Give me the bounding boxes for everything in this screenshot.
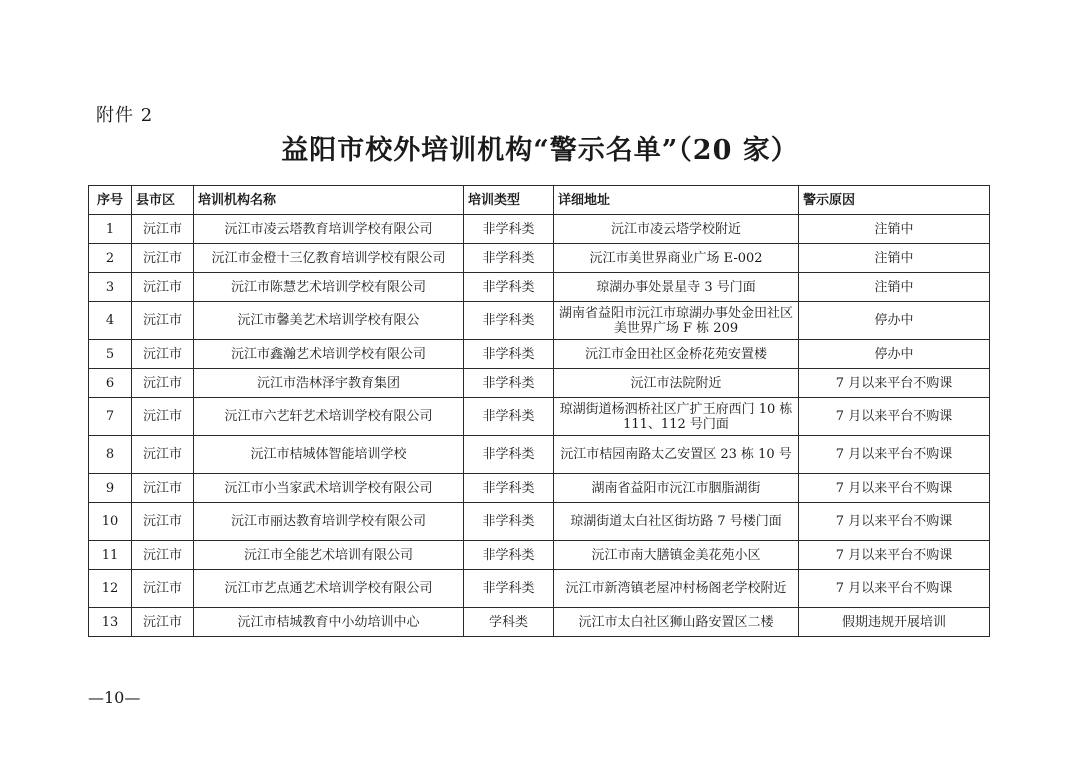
cell-reason: 7 月以来平台不购课 (799, 503, 990, 541)
cell-no: 6 (89, 369, 132, 398)
cell-county: 沅江市 (132, 302, 194, 340)
cell-name: 沅江市桔城体智能培训学校 (194, 436, 464, 474)
cell-name: 沅江市鑫瀚艺术培训学校有限公司 (194, 340, 464, 369)
cell-reason: 注销中 (799, 273, 990, 302)
cell-name: 沅江市陈慧艺术培训学校有限公司 (194, 273, 464, 302)
table-row (89, 244, 990, 273)
cell-county: 沅江市 (132, 244, 194, 273)
cell-name: 沅江市六艺轩艺术培训学校有限公司 (194, 398, 464, 436)
cell-type: 非学科类 (464, 369, 554, 398)
cell-type: 非学科类 (464, 474, 554, 503)
table-row (89, 340, 990, 369)
cell-address: 沅江市美世界商业广场 E-002 (554, 244, 799, 273)
table-row (89, 398, 990, 436)
table-row (89, 369, 990, 398)
table-row (89, 215, 990, 244)
cell-county: 沅江市 (132, 474, 194, 503)
cell-county: 沅江市 (132, 570, 194, 608)
cell-name: 沅江市丽达教育培训学校有限公司 (194, 503, 464, 541)
cell-reason: 7 月以来平台不购课 (799, 541, 990, 570)
cell-type: 非学科类 (464, 436, 554, 474)
cell-no: 8 (89, 436, 132, 474)
cell-type: 非学科类 (464, 273, 554, 302)
cell-reason: 7 月以来平台不购课 (799, 570, 990, 608)
cell-type: 非学科类 (464, 340, 554, 369)
cell-no: 5 (89, 340, 132, 369)
table-header-row (89, 186, 990, 215)
cell-name: 沅江市馨美艺术培训学校有限公 (194, 302, 464, 340)
cell-type: 非学科类 (464, 215, 554, 244)
table-row (89, 273, 990, 302)
cell-county: 沅江市 (132, 608, 194, 637)
table-row (89, 541, 990, 570)
cell-address: 琼湖街道太白社区街坊路 7 号楼门面 (554, 503, 799, 541)
cell-type: 非学科类 (464, 503, 554, 541)
cell-type: 非学科类 (464, 570, 554, 608)
cell-county: 沅江市 (132, 503, 194, 541)
cell-reason: 7 月以来平台不购课 (799, 436, 990, 474)
cell-address: 沅江市新湾镇老屋冲村杨阁老学校附近 (554, 570, 799, 608)
table-row (89, 436, 990, 474)
cell-no: 12 (89, 570, 132, 608)
table-row (89, 570, 990, 608)
cell-no: 4 (89, 302, 132, 340)
header-address: 详细地址 (554, 186, 799, 215)
cell-address: 沅江市金田社区金桥花苑安置楼 (554, 340, 799, 369)
cell-address: 湖南省益阳市沅江市胭脂湖街 (554, 474, 799, 503)
cell-reason: 7 月以来平台不购课 (799, 398, 990, 436)
cell-name: 沅江市桔城教育中小幼培训中心 (194, 608, 464, 637)
cell-type: 非学科类 (464, 541, 554, 570)
cell-no: 7 (89, 398, 132, 436)
document-title: 益阳市校外培训机构“警示名单”（20 家） (281, 135, 799, 166)
header-name: 培训机构名称 (194, 186, 464, 215)
table-row (89, 302, 990, 340)
cell-no: 13 (89, 608, 132, 637)
warning-list-table (88, 185, 990, 637)
header-reason: 警示原因 (799, 186, 990, 215)
cell-address: 琼湖办事处景星寺 3 号门面 (554, 273, 799, 302)
cell-no: 10 (89, 503, 132, 541)
cell-address: 沅江市南大膳镇金美花苑小区 (554, 541, 799, 570)
cell-address: 湖南省益阳市沅江市琼湖办事处金田社区美世界广场 F 栋 209 (554, 302, 799, 340)
table-row (89, 503, 990, 541)
cell-address: 琼湖街道杨泗桥社区广扩王府西门 10 栋 111、112 号门面 (554, 398, 799, 436)
cell-address: 沅江市法院附近 (554, 369, 799, 398)
cell-name: 沅江市艺点通艺术培训学校有限公司 (194, 570, 464, 608)
cell-no: 3 (89, 273, 132, 302)
cell-county: 沅江市 (132, 369, 194, 398)
page-number: —10— (88, 688, 141, 707)
cell-no: 11 (89, 541, 132, 570)
cell-type: 非学科类 (464, 244, 554, 273)
cell-name: 沅江市浩林泽宇教育集团 (194, 369, 464, 398)
table-row (89, 474, 990, 503)
cell-reason: 停办中 (799, 302, 990, 340)
cell-address: 沅江市桔园南路太乙安置区 23 栋 10 号 (554, 436, 799, 474)
cell-county: 沅江市 (132, 215, 194, 244)
cell-county: 沅江市 (132, 273, 194, 302)
cell-reason: 假期违规开展培训 (799, 608, 990, 637)
table-row (89, 608, 990, 637)
cell-county: 沅江市 (132, 436, 194, 474)
cell-address: 沅江市太白社区狮山路安置区二楼 (554, 608, 799, 637)
cell-name: 沅江市全能艺术培训有限公司 (194, 541, 464, 570)
header-no: 序号 (89, 186, 132, 215)
cell-no: 2 (89, 244, 132, 273)
header-type: 培训类型 (464, 186, 554, 215)
cell-address: 沅江市凌云塔学校附近 (554, 215, 799, 244)
cell-type: 非学科类 (464, 398, 554, 436)
cell-name: 沅江市金橙十三亿教育培训学校有限公司 (194, 244, 464, 273)
cell-type: 学科类 (464, 608, 554, 637)
cell-name: 沅江市小当家武术培训学校有限公司 (194, 474, 464, 503)
header-county: 县市区 (132, 186, 194, 215)
cell-reason: 注销中 (799, 215, 990, 244)
cell-reason: 停办中 (799, 340, 990, 369)
cell-reason: 7 月以来平台不购课 (799, 474, 990, 503)
cell-name: 沅江市凌云塔教育培训学校有限公司 (194, 215, 464, 244)
cell-reason: 7 月以来平台不购课 (799, 369, 990, 398)
cell-county: 沅江市 (132, 340, 194, 369)
cell-reason: 注销中 (799, 244, 990, 273)
attachment-label: 附件 2 (96, 105, 154, 126)
cell-county: 沅江市 (132, 541, 194, 570)
cell-no: 9 (89, 474, 132, 503)
cell-type: 非学科类 (464, 302, 554, 340)
cell-no: 1 (89, 215, 132, 244)
cell-county: 沅江市 (132, 398, 194, 436)
